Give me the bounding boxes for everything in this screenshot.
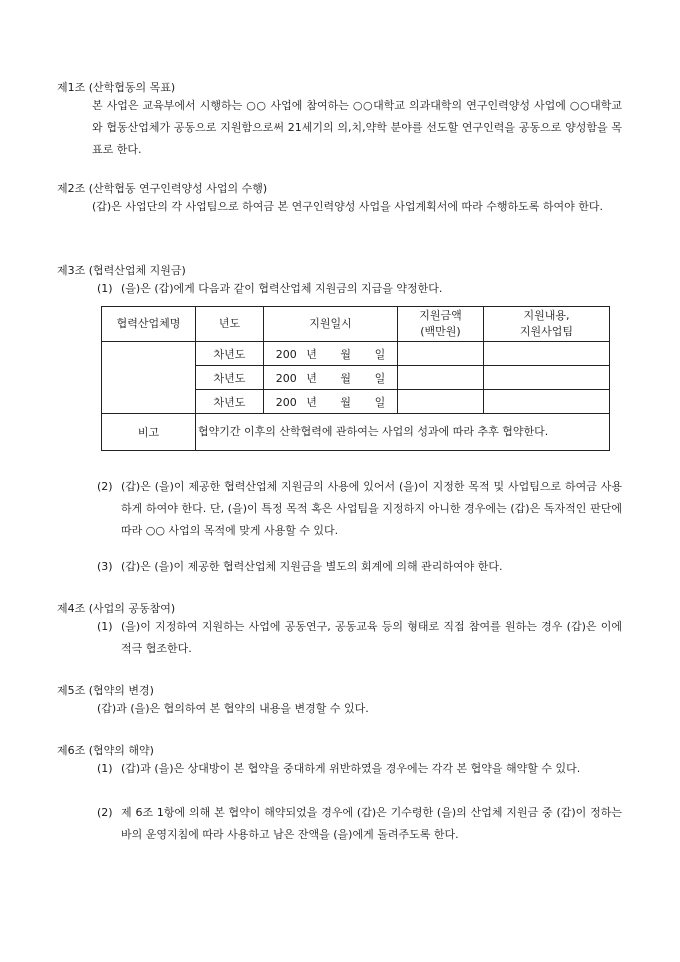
company-name-cell [102, 342, 196, 414]
item-number: (1) [97, 620, 113, 633]
date-cell: 200 년 월 일 [264, 390, 398, 414]
table-row [102, 342, 610, 366]
article-1-title: 제1조 (산학협동의 목표) [57, 81, 176, 94]
article-3-title: 제3조 (협력산업체 지원금) [57, 264, 186, 277]
article-3-item-1 [97, 278, 622, 300]
content-cell [484, 342, 610, 366]
item-text: 제 6조 1항에 의해 본 협약이 해약되었을 경우에 (갑)은 기수령한 (을)의 산업체 지원금 중 (갑)이 정하는 바의 운영지침에 따라 사용하고 남은 잔액을 (을)에게 돌려주도록 한다. [121, 806, 622, 841]
item-number: (2) [97, 480, 113, 493]
header-date: 지원일시 [264, 307, 398, 342]
year-cell: 차년도 [196, 390, 264, 414]
article-3-item-3 [97, 556, 622, 578]
remark-text: 협약기간 이후의 산학협력에 관하여는 사업의 성과에 따라 추후 협약한다. [196, 414, 610, 451]
item-text: (갑)과 (을)은 상대방이 본 협약을 중대하게 위반하였을 경우에는 각각 본 협약을 해약할 수 있다. [121, 762, 581, 775]
article-3-item-2 [97, 476, 622, 542]
table-header-row [102, 307, 610, 342]
amount-cell [398, 366, 484, 390]
year-cell: 차년도 [196, 366, 264, 390]
item-number: (1) [97, 282, 113, 295]
item-number: (3) [97, 560, 113, 573]
article-2-title: 제2조 (산학협동 연구인력양성 사업의 수행) [57, 182, 268, 195]
item-text: (을)은 (갑)에게 다음과 같이 협력산업체 지원금의 지급을 약정한다. [121, 282, 443, 295]
item-text: (을)이 지정하여 지원하는 사업에 공동연구, 공동교육 등의 형태로 직접 참여를 원하는 경우 (갑)은 이에 적극 협조한다. [121, 620, 622, 655]
article-5-title: 제5조 (협약의 변경) [57, 684, 154, 697]
support-fund-table [101, 306, 610, 451]
content-cell [484, 390, 610, 414]
date-cell: 200 년 월 일 [264, 342, 398, 366]
article-6-item-1 [97, 758, 622, 780]
remark-row [102, 414, 610, 451]
amount-cell [398, 390, 484, 414]
article-4-title: 제4조 (사업의 공동참여) [57, 602, 176, 615]
article-5-body: (갑)과 (을)은 협의하여 본 협약의 내용을 변경할 수 있다. [97, 702, 369, 715]
year-cell: 차년도 [196, 342, 264, 366]
remark-label: 비고 [102, 414, 196, 451]
item-number: (2) [97, 806, 113, 819]
amount-cell [398, 342, 484, 366]
content-cell [484, 366, 610, 390]
article-1-body: 본 사업은 교육부에서 시행하는 ○○ 사업에 참여하는 ○○대학교 의과대학의 연구인력양성 사업에 ○○대학교와 협동산업체가 공동으로 지원함으로써 21세기의 의,치,약학 분야를 선도할 연구인력을 공동으로 양성함을 목표로 한다. [92, 99, 622, 156]
article-6-title: 제6조 (협약의 해약) [57, 744, 154, 757]
header-amount: 지원금액 (백만원) [398, 307, 484, 342]
header-content: 지원내용, 지원사업팀 [484, 307, 610, 342]
header-company: 협력산업체명 [102, 307, 196, 342]
date-cell: 200 년 월 일 [264, 366, 398, 390]
item-text: (갑)은 (을)이 제공한 협력산업체 지원금을 별도의 회계에 의해 관리하여야 한다. [121, 560, 503, 573]
item-number: (1) [97, 762, 113, 775]
article-6-item-2 [97, 802, 622, 846]
article-2-body: (갑)은 사업단의 각 사업팀으로 하여금 본 연구인력양성 사업을 사업계획서에 따라 수행하도록 하여야 한다. [92, 200, 603, 213]
header-year: 년도 [196, 307, 264, 342]
article-4-item-1 [97, 616, 622, 660]
item-text: (갑)은 (을)이 제공한 협력산업체 지원금의 사용에 있어서 (을)이 지정한 목적 및 사업팀으로 하여금 사용하게 하여야 한다. 단, (을)이 특정 목적 혹은 사업팀을 지정하지 아니한 경우에는 (갑)은 독자적인 판단에 따라 ○○ 사업의 목적에 맞게 사용할 수 있다. [121, 480, 622, 537]
